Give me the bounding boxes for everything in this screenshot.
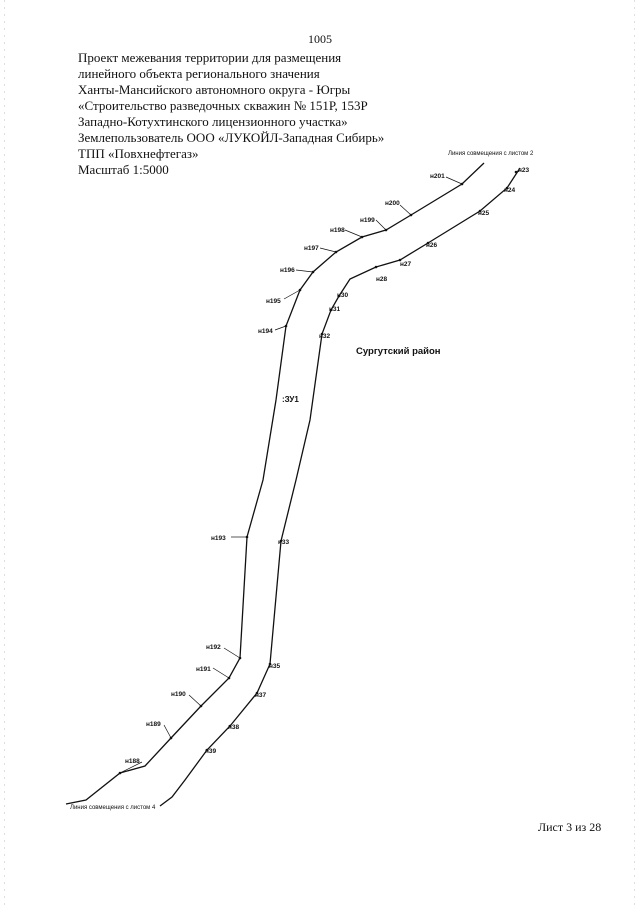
- point-label: н200: [385, 200, 400, 207]
- point-label: н194: [258, 328, 273, 335]
- point-label: н35: [269, 663, 281, 670]
- point-label: н32: [319, 333, 331, 340]
- point-label: н193: [211, 535, 226, 542]
- header-line: Проект межевания территории для размещения: [78, 50, 342, 65]
- right-vertices: [206, 171, 518, 752]
- header-line: «Строительство разведочных скважин № 151Р, 153Р: [78, 98, 368, 113]
- page-number: 1005: [308, 32, 332, 46]
- sheet-number: Лист 3 из 28: [538, 820, 602, 834]
- header-line: Ханты-Мансийского автономного округа - Югры: [78, 82, 351, 97]
- point-label: н192: [206, 644, 221, 651]
- scale-label: Масштаб 1:5000: [78, 162, 169, 177]
- point-label: н196: [280, 267, 295, 274]
- right-boundary-line: [160, 168, 520, 806]
- point-label: н190: [171, 691, 186, 698]
- point-label: н25: [478, 210, 490, 217]
- match-line-bottom-label: Линия совмещения с листом 4: [70, 805, 156, 811]
- point-label: н26: [426, 242, 438, 249]
- point-label: н30: [337, 292, 349, 299]
- point-label: н189: [146, 721, 161, 728]
- header-line: линейного объекта регионального значения: [78, 66, 320, 81]
- point-label: н195: [266, 298, 281, 305]
- header-line: Землепользователь ООО «ЛУКОЙЛ-Западная Сибирь»: [78, 130, 385, 145]
- match-line-top-label: Линия совмещения с листом 2: [448, 151, 534, 157]
- point-label: н198: [330, 227, 345, 234]
- point-label: н188: [125, 758, 140, 765]
- point-label: н23: [518, 167, 530, 174]
- header-line: Западно-Котухтинского лицензионного участка»: [78, 114, 348, 129]
- point-label: н28: [376, 276, 388, 283]
- point-label: н39: [205, 748, 217, 755]
- point-label: н33: [278, 539, 290, 546]
- point-label: н24: [504, 187, 516, 194]
- point-label: н31: [329, 306, 341, 313]
- point-label: н197: [304, 245, 319, 252]
- point-label: н38: [228, 724, 240, 731]
- parcel-label: :ЗУ1: [282, 395, 299, 404]
- point-label: н191: [196, 666, 211, 673]
- left-boundary-line: [66, 163, 484, 804]
- point-label: н201: [430, 173, 445, 180]
- point-label: н37: [255, 692, 267, 699]
- point-label: н27: [400, 261, 412, 268]
- point-label: н199: [360, 217, 375, 224]
- header-line: ТПП «Повхнефтегаз»: [78, 146, 199, 161]
- district-label: Сургутский район: [356, 346, 441, 357]
